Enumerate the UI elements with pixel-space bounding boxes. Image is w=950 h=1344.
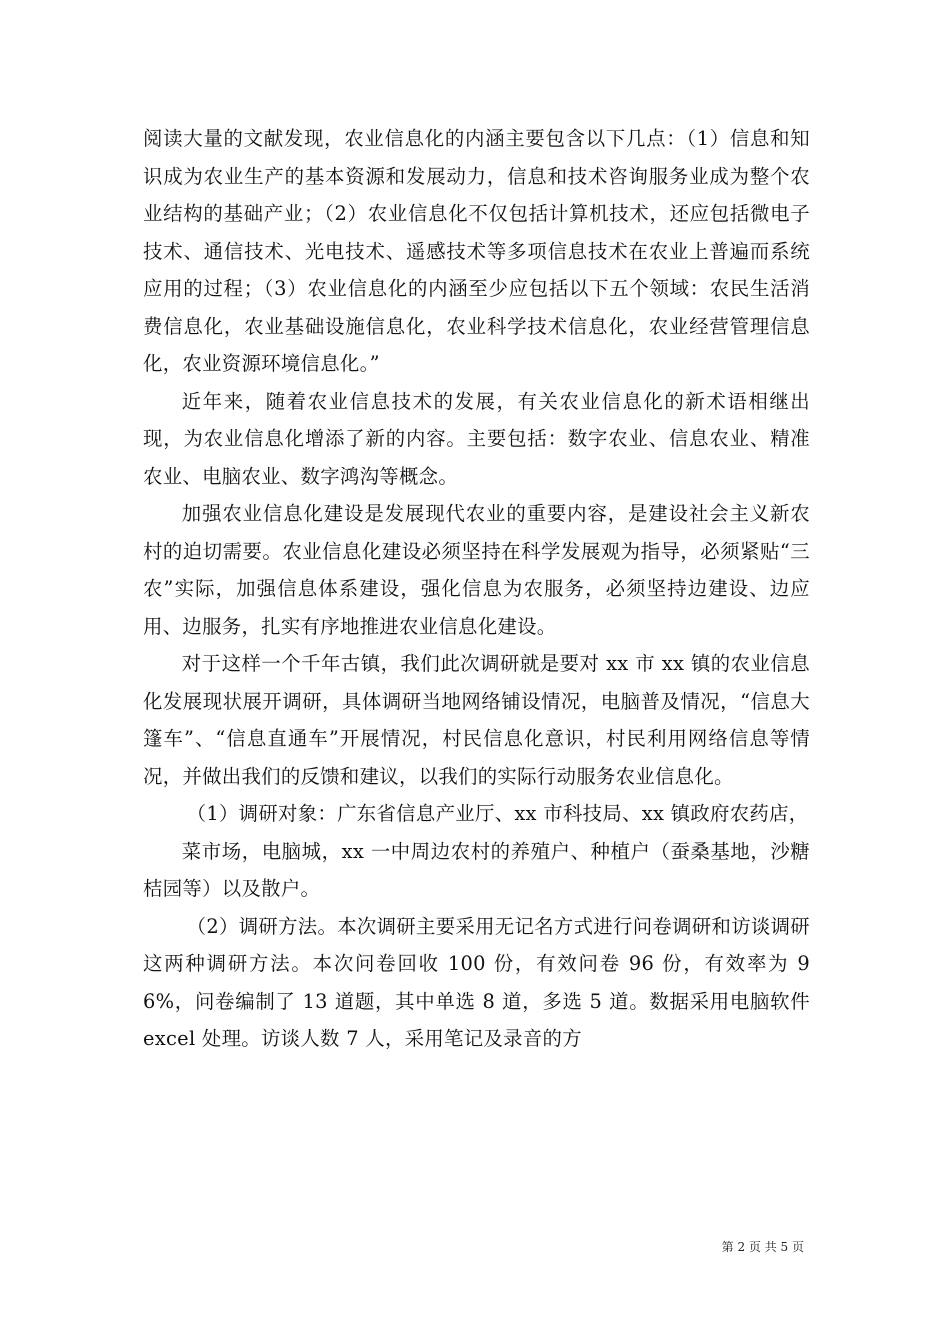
paragraph-research-subjects-cont: 菜市场，电脑城，xx 一中周边农村的养殖户、种植户（蚕桑基地，沙糖桔园等）以及散户。 <box>143 839 810 900</box>
page-number: 第 2 页 共 5 页 <box>721 1240 804 1254</box>
paragraph-importance: 加强农业信息化建设是发展现代农业的重要内容，是建设社会主义新农村的迫切需要。农业信息化建设必须坚持在科学发展观为指导，必须紧贴“三农”实际，加强信息体系建设，强化信息为农服务，必须坚持边建设、边应用、边服务，扎实有序地推进农业信息化建设。 <box>143 502 810 638</box>
paragraph-connotation: 阅读大量的文献发现，农业信息化的内涵主要包含以下几点：（1）信息和知识成为农业生产的基本资源和发展动力，信息和技术咨询服务业成为整个农业结构的基础产业；（2）农业信息化不仅包括计算机技术，还应包括微电子技术、通信技术、光电技术、遥感技术等多项信息技术在农业上普遍而系统应用的过程；（3）农业信息化的内涵至少应包括以下五个领域：农民生活消费信息化，农业基础设施信息化，农业科学技术信息化，农业经营管理信息化，农业资源环境信息化。” <box>143 127 810 375</box>
paragraph-new-terms: 近年来，随着农业信息技术的发展，有关农业信息化的新术语相继出现，为农业信息化增添了新的内容。主要包括：数字农业、信息农业、精准农业、电脑农业、数字鸿沟等概念。 <box>143 389 810 488</box>
paragraph-research-purpose: 对于这样一个千年古镇，我们此次调研就是要对 xx 市 xx 镇的农业信息化发展现状展开调研，具体调研当地网络铺设情况，电脑普及情况，“信息大篷车”、“信息直通车”开展情况，村民信息化意识，村民利用网络信息等情况，并做出我们的反馈和建议，以我们的实际行动服务农业信息化。 <box>143 652 810 788</box>
paragraph-research-subjects: （1）调研对象：广东省信息产业厅、xx 市科技局、xx 镇政府农药店， <box>186 802 809 825</box>
paragraph-research-methods: （2）调研方法。本次调研主要采用无记名方式进行问卷调研和访谈调研这两种调研方法。本次问卷回收 100 份，有效问卷 96 份，有效率为 96%，问卷编制了 13 道题，其中单选 8 道，多选 5 道。数据采用电脑软件 excel 处理。访谈人数 7 人，采用笔记及录音的方 <box>143 914 810 1050</box>
body-text <box>143 120 810 1058</box>
